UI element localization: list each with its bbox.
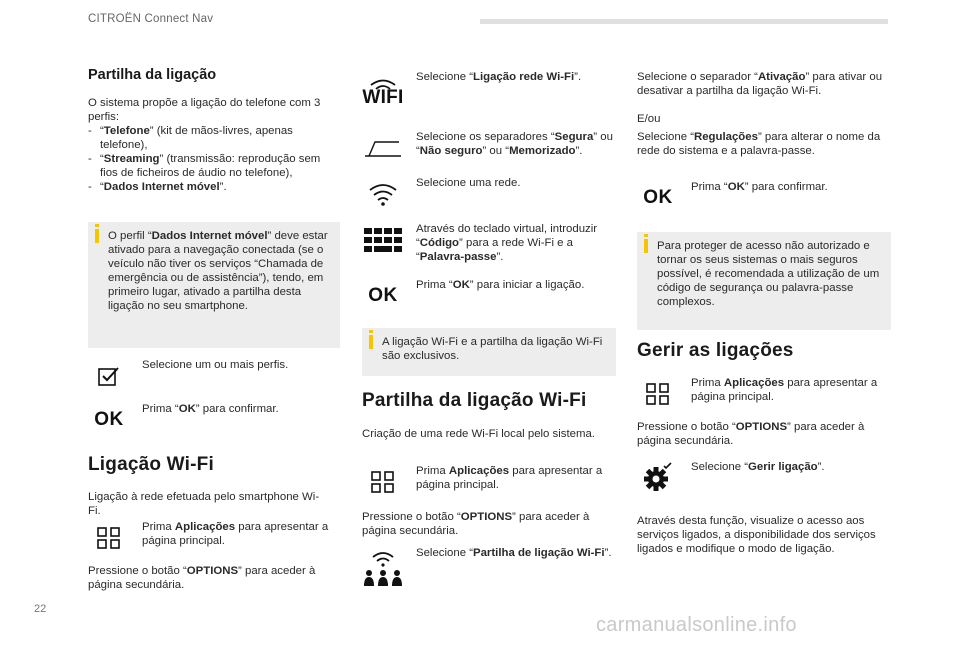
- step-select-profiles: Selecione um ou mais perfis.: [88, 358, 340, 398]
- heading-partilha-ligacao: Partilha da ligação: [88, 67, 217, 83]
- note-security: Para proteger de acesso não autorizado e tornar os seus sistemas o mais seguros possível, é recomendada a utilização de um código de segurança ou palavra-passe complexos.: [637, 232, 891, 330]
- page-number: 22: [34, 603, 47, 615]
- heading-ligacao-wifi: Ligação Wi-Fi: [88, 454, 214, 475]
- step-manage-connection: Selecione “Gerir ligação”.: [637, 460, 891, 500]
- list-item: - “Streaming” (transmissão: reprodução sem fios de ficheiros de áudio no telefone),: [88, 152, 340, 180]
- step-apps: Prima Aplicações para apresentar a página principal.: [88, 520, 340, 556]
- options-text: Pressione o botão “OPTIONS” para aceder à página secundária.: [88, 565, 316, 591]
- step-wifi-network: WIFI Selecione “Ligação rede Wi-Fi”.: [362, 70, 616, 112]
- heading-gerir-ligacoes: Gerir as ligações: [637, 340, 794, 361]
- checkbox-icon: [88, 358, 130, 394]
- step-share-wifi: Selecione “Partilha de ligação Wi-Fi”.: [362, 546, 616, 590]
- wifi-share-icon: [362, 546, 404, 590]
- ok-icon: OK: [94, 409, 124, 430]
- step-apps: Prima Aplicações para apresentar a página principal.: [362, 464, 616, 500]
- step-confirm-ok: OK Prima “OK” para confirmar.: [88, 402, 340, 438]
- profiles-block: [88, 96, 340, 194]
- manage-outro: Através desta função, visualize o acesso aos serviços ligados, a disponibilidade dos serviços ligados e modifique o modo de ligação.: [637, 515, 876, 555]
- info-icon: [644, 239, 648, 253]
- step-start-connection: OK Prima “OK” para iniciar a ligação.: [362, 278, 616, 314]
- profiles-list: [88, 124, 340, 194]
- tabs-icon: [362, 130, 404, 166]
- settings-text: Selecione “Regulações” para alterar o nome da rede do sistema e a palavra-passe.: [637, 131, 881, 157]
- wifi-signal-icon: [362, 176, 404, 212]
- list-item: - “Telefone” (kit de mãos-livres, apenas telefone),: [88, 124, 340, 152]
- header-divider: [480, 19, 888, 24]
- keyboard-icon: [362, 222, 404, 258]
- note-dados-internet: O perfil “Dados Internet móvel” deve estar ativado para a navegação conectada (se o veículo não tiver os serviços “Chamada de emergência ou de assistência”), tendo, em primeiro lugar, ativado a partilha desta ligação no seu smartphone.: [88, 222, 340, 348]
- step-select-network: Selecione uma rede.: [362, 176, 616, 212]
- info-icon: [369, 335, 373, 349]
- options-text: Pressione o botão “OPTIONS” para aceder à página secundária.: [362, 511, 590, 537]
- step-confirm-ok: OK Prima “OK” para confirmar.: [637, 180, 891, 216]
- ok-icon: OK: [368, 285, 398, 306]
- options-text: Pressione o botão “OPTIONS” para aceder à página secundária.: [637, 421, 865, 447]
- note-wifi-exclusive: A ligação Wi-Fi e a partilha da ligação Wi-Fi são exclusivos.: [362, 328, 616, 376]
- and-or-text: E/ou: [637, 113, 661, 125]
- info-icon: [95, 229, 99, 243]
- wifi-icon: WIFI: [362, 70, 404, 114]
- header-brand: CITROËN Connect Nav: [88, 13, 214, 25]
- step-keyboard: Através do teclado virtual, introduzir “Código” para a rede Wi-Fi e a “Palavra-passe”.: [362, 222, 616, 266]
- apps-grid-icon: [637, 376, 679, 412]
- step-apps: Prima Aplicações para apresentar a página principal.: [637, 376, 891, 412]
- gear-icon: [637, 460, 679, 496]
- apps-grid-icon: [362, 464, 404, 500]
- wifi-intro: Ligação à rede efetuada pelo smartphone Wi-Fi.: [88, 491, 320, 517]
- list-item: - “Dados Internet móvel”.: [88, 180, 340, 194]
- ok-icon: OK: [643, 187, 673, 208]
- step-tabs: Selecione os separadores “Segura” ou “Não seguro” ou “Memorizado”.: [362, 130, 616, 166]
- heading-partilha-wifi: Partilha da ligação Wi-Fi: [362, 390, 587, 411]
- watermark: carmanualsonline.info: [596, 614, 797, 636]
- hotspot-intro: Criação de uma rede Wi-Fi local pelo sistema.: [362, 428, 595, 440]
- activation-text: Selecione o separador “Ativação” para ativar ou desativar a partilha da ligação Wi-Fi.: [637, 71, 883, 97]
- apps-grid-icon: [88, 520, 130, 556]
- profiles-intro: O sistema propõe a ligação do telefone com 3 perfis:: [88, 97, 321, 123]
